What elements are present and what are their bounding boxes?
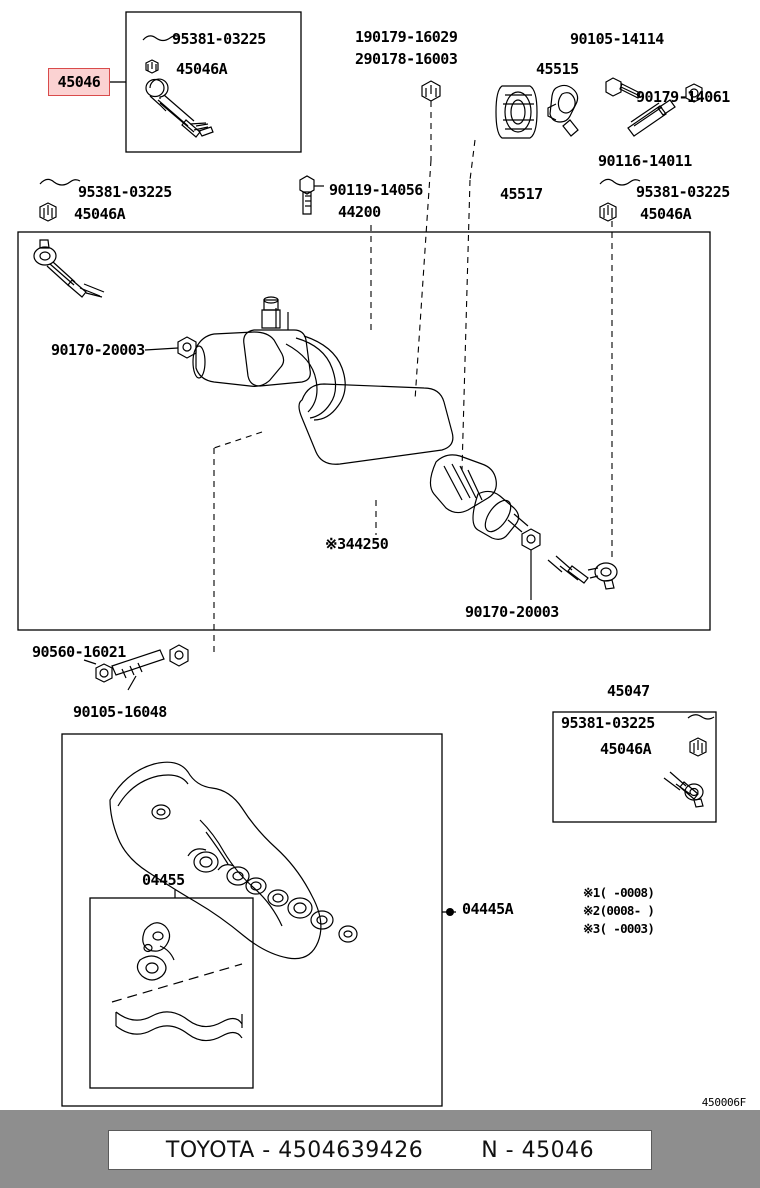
label-left-45046A: 45046A — [74, 205, 126, 223]
label-45517: 45517 — [500, 185, 543, 203]
footer-brand-part: TOYOTA - 4504639426 — [165, 1137, 424, 1163]
highlighted-part-number: 45046 — [57, 73, 101, 91]
label-90116-14011: 90116-14011 — [598, 152, 692, 170]
note-3: ※3( -0003) — [583, 921, 655, 936]
footer-panel — [108, 1130, 652, 1170]
label-45047-95381-03225: 95381-03225 — [561, 714, 655, 732]
label-04455: 04455 — [142, 871, 185, 889]
footer-bar — [0, 1110, 760, 1188]
label-44250: ※344250 — [325, 535, 389, 553]
label-45047-45046A: 45046A — [600, 740, 652, 758]
label-right-95381-03225: 95381-03225 — [636, 183, 730, 201]
label-90105-16048: 90105-16048 — [73, 703, 167, 721]
label-90560-16021: 90560-16021 — [32, 643, 126, 661]
label-90119-14056: 90119-14056 — [329, 181, 423, 199]
label-right-45046A: 45046A — [640, 205, 692, 223]
footer-reference: N - 45046 — [481, 1137, 595, 1163]
label-90170-20003-bottom: 90170-20003 — [465, 603, 559, 621]
label-45047: 45047 — [607, 682, 650, 700]
figure-code: 450006F — [701, 1096, 746, 1109]
label-90170-20003-left: 90170-20003 — [51, 341, 145, 359]
label-90105-14114: 90105-14114 — [570, 30, 664, 48]
label-inset-45046A: 45046A — [176, 60, 228, 78]
note-1: ※1( -0008) — [583, 885, 655, 900]
label-04445A: 04445A — [462, 900, 514, 918]
label-45515: 45515 — [536, 60, 579, 78]
label-290178-16003: 290178-16003 — [355, 50, 458, 68]
label-190179-16029: 190179-16029 — [355, 28, 458, 46]
highlighted-part-45046[interactable] — [48, 68, 110, 96]
label-left-95381-03225: 95381-03225 — [78, 183, 172, 201]
label-44200: 44200 — [338, 203, 381, 221]
note-2: ※2(0008- ) — [583, 903, 655, 918]
label-90179-14061: 90179-14061 — [636, 88, 730, 106]
label-inset-95381-03225: 95381-03225 — [172, 30, 266, 48]
